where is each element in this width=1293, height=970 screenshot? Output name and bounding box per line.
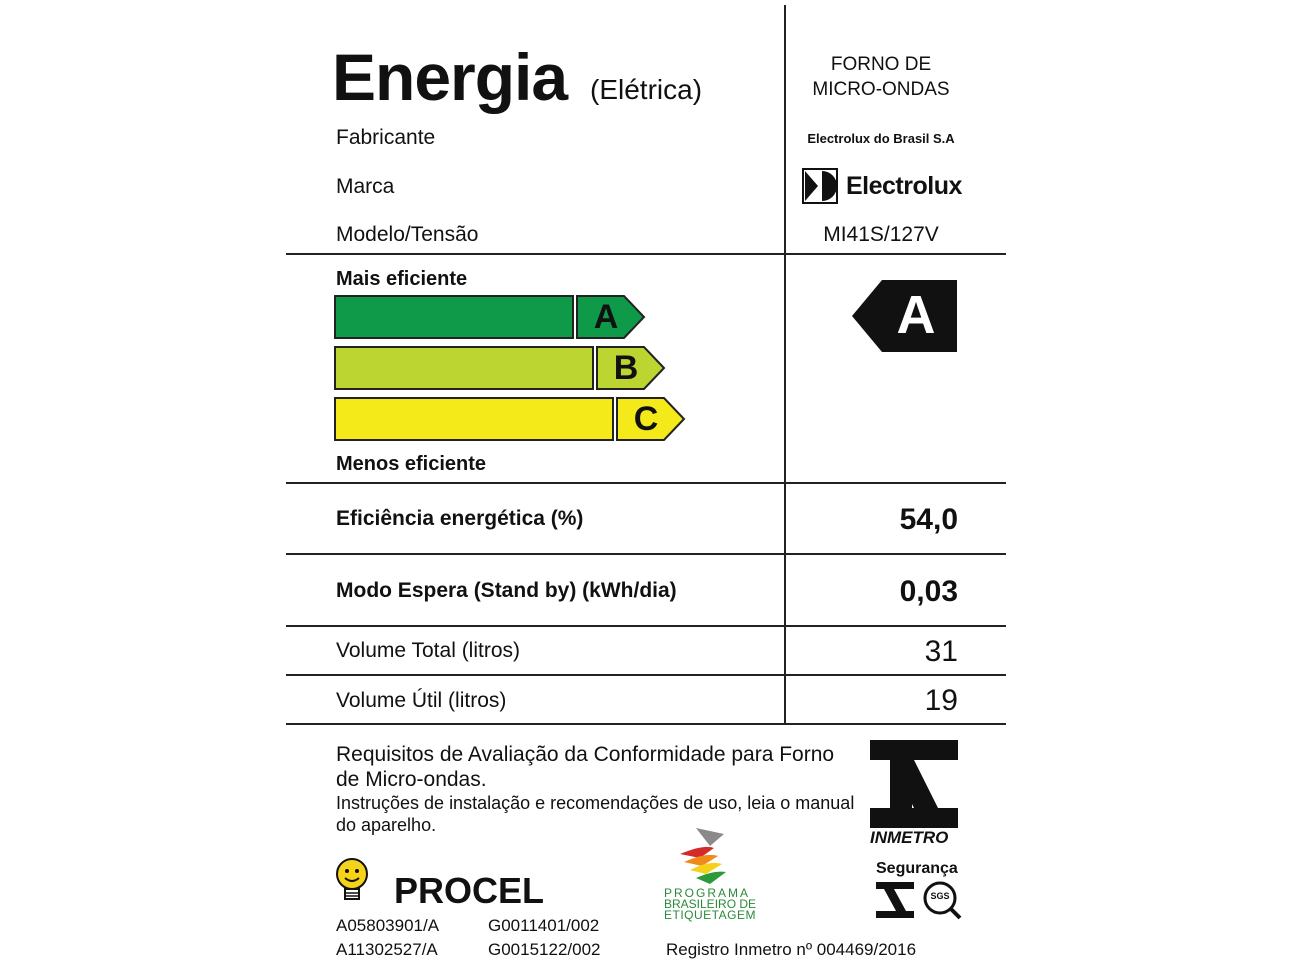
spec-value-standby: 0,03 xyxy=(899,575,958,608)
label-title: Energia xyxy=(332,40,568,114)
spec-value-efficiency: 54,0 xyxy=(899,503,958,536)
spec-value-volume-total: 31 xyxy=(924,635,958,668)
product-type-line1: FORNO DE xyxy=(830,54,932,75)
code-4: G0015122/002 xyxy=(488,940,601,959)
registro-inmetro: Registro Inmetro nº 004469/2016 xyxy=(666,940,917,959)
divider-efficiency xyxy=(286,553,1006,555)
pbe-label xyxy=(664,888,756,921)
scale-bar-b xyxy=(334,346,594,390)
inmetro-label: INMETRO xyxy=(870,828,949,847)
brand-logo xyxy=(802,168,962,204)
requirements-text: Requisitos de Avaliação da Conformidade para Forno de Micro-ondas. xyxy=(336,743,835,791)
code-3: A11302527/A xyxy=(336,940,438,959)
model-label: Modelo/Tensão xyxy=(336,223,479,246)
electrolux-logo-icon xyxy=(802,168,838,204)
scale-bottom-label: Menos eficiente xyxy=(336,453,487,475)
scale-letter-b: B xyxy=(613,349,639,387)
divider-standby xyxy=(286,625,1006,627)
brand-label: Marca xyxy=(336,175,395,198)
spec-label-standby: Modo Espera (Stand by) (kWh/dia) xyxy=(336,579,677,602)
pbe-logo-icon xyxy=(674,826,734,886)
manufacturer-value: Electrolux do Brasil S.A xyxy=(807,131,955,146)
code-2: G0011401/002 xyxy=(488,916,600,935)
divider-header xyxy=(286,253,1006,255)
seguranca-label: Segurança xyxy=(876,860,958,877)
pbe-line1: PROGRAMA xyxy=(664,886,751,900)
label-subtitle: (Elétrica) xyxy=(590,74,703,105)
rating-letter: A xyxy=(896,285,936,345)
product-type-line2: MICRO-ONDAS xyxy=(812,79,950,100)
instructions-text: Instruções de instalação e recomendações de uso, leia o manual do aparelho. xyxy=(336,793,855,835)
sgs-label: SGS xyxy=(930,891,950,901)
product-type xyxy=(790,52,972,102)
procel-bulb-icon xyxy=(334,858,370,906)
manufacturer-label: Fabricante xyxy=(336,126,436,149)
scale-letter-c: C xyxy=(633,400,659,438)
scale-bar-c xyxy=(334,397,614,441)
scale-letter-a: A xyxy=(593,298,619,336)
pbe-line2: BRASILEIRO DE xyxy=(664,897,757,911)
scale-bar-a xyxy=(334,295,574,339)
column-divider xyxy=(784,5,786,725)
inmetro-logo-icon xyxy=(870,740,958,828)
brand-value: Electrolux xyxy=(846,171,962,200)
model-value: MI41S/127V xyxy=(823,223,939,246)
divider-scale xyxy=(286,482,1006,484)
code-1: A05803901/A xyxy=(336,916,440,935)
spec-value-volume-util: 19 xyxy=(924,684,958,717)
pbe-line3: ETIQUETAGEM xyxy=(664,908,756,922)
divider-volume-total xyxy=(286,674,1006,676)
spec-label-volume-util: Volume Útil (litros) xyxy=(336,689,507,712)
spec-label-efficiency: Eficiência energética (%) xyxy=(336,507,584,530)
scale-top-label: Mais eficiente xyxy=(336,268,468,290)
spec-label-volume-total: Volume Total (litros) xyxy=(336,639,521,662)
procel-label: PROCEL xyxy=(394,870,545,911)
inmetro-small-icon xyxy=(876,882,914,918)
divider-volume-util xyxy=(286,723,1006,725)
